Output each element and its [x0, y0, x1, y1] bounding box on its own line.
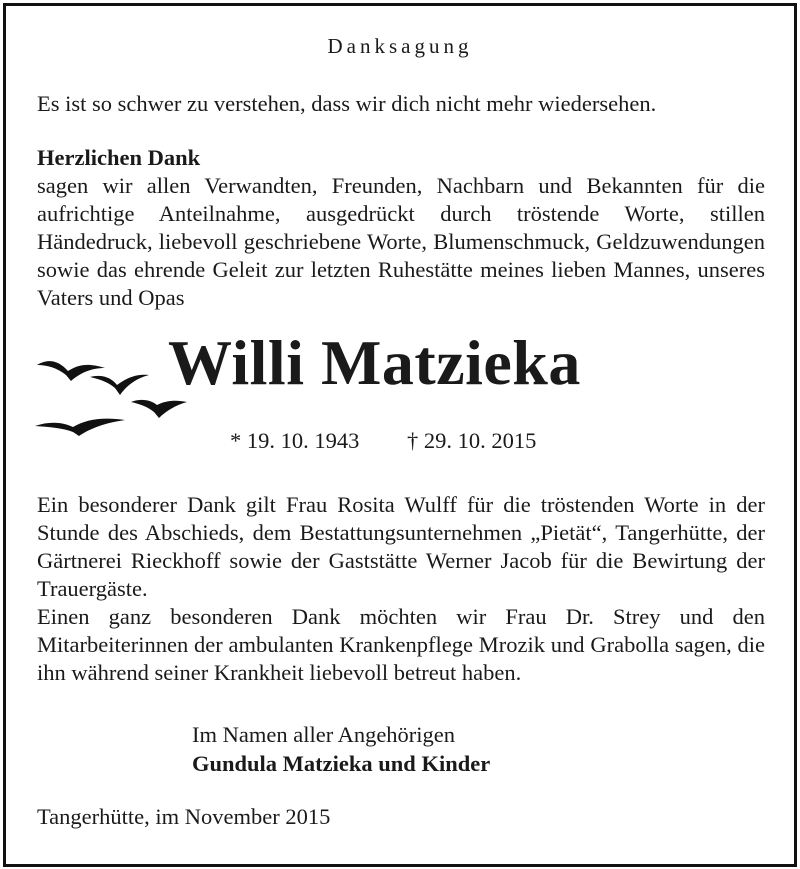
life-dates — [230, 428, 536, 454]
notice-heading: Danksagung — [327, 34, 473, 58]
special-thanks-paragraph: Ein besonderer Dank gilt Frau Rosita Wulff für die tröstenden Worte in der Stunde des Abschieds, dem Bestattungsunternehmen „Pietät“, Tangerhütte, der Gärtnerei Rieckhoff sowie der Gaststätte Werner Jacob für die Bewirtung der Trauergäste. — [37, 492, 765, 601]
thanks-title: Herzlichen Dank — [37, 145, 201, 170]
death-date: † 29. 10. 2015 — [407, 428, 537, 453]
intro-text: Es ist so schwer zu verstehen, dass wir dich nicht mehr wiedersehen. — [37, 91, 657, 116]
deceased-name: Willi Matzieka — [168, 327, 581, 398]
place-date: Tangerhütte, im November 2015 — [37, 804, 331, 829]
thanks-body: sagen wir allen Verwandten, Freunden, Nachbarn und Bekannten für die aufrichtige Anteilnahme, ausgedrückt durch tröstende Worte, stillen Händedruck, liebevoll geschriebene Worte, Blumenschmuck, Geldzuwendungen sowie das ehrende Geleit zur letzten Ruhestätte meines lieben Mannes, unseres Vaters und Opas — [37, 173, 765, 310]
special-thanks — [37, 491, 765, 687]
birth-date: * 19. 10. 1943 — [230, 428, 360, 453]
signature-line: Im Namen aller Angehörigen — [192, 722, 456, 747]
signature-names: Gundula Matzieka und Kinder — [192, 751, 491, 776]
special-thanks-paragraph: Einen ganz besonderen Dank möchten wir Frau Dr. Strey und den Mitarbeiterinnen der ambulanten Krankenpflege Mrozik und Grabolla sagen, die ihn während seiner Krankheit liebevoll betreut haben. — [37, 604, 765, 685]
